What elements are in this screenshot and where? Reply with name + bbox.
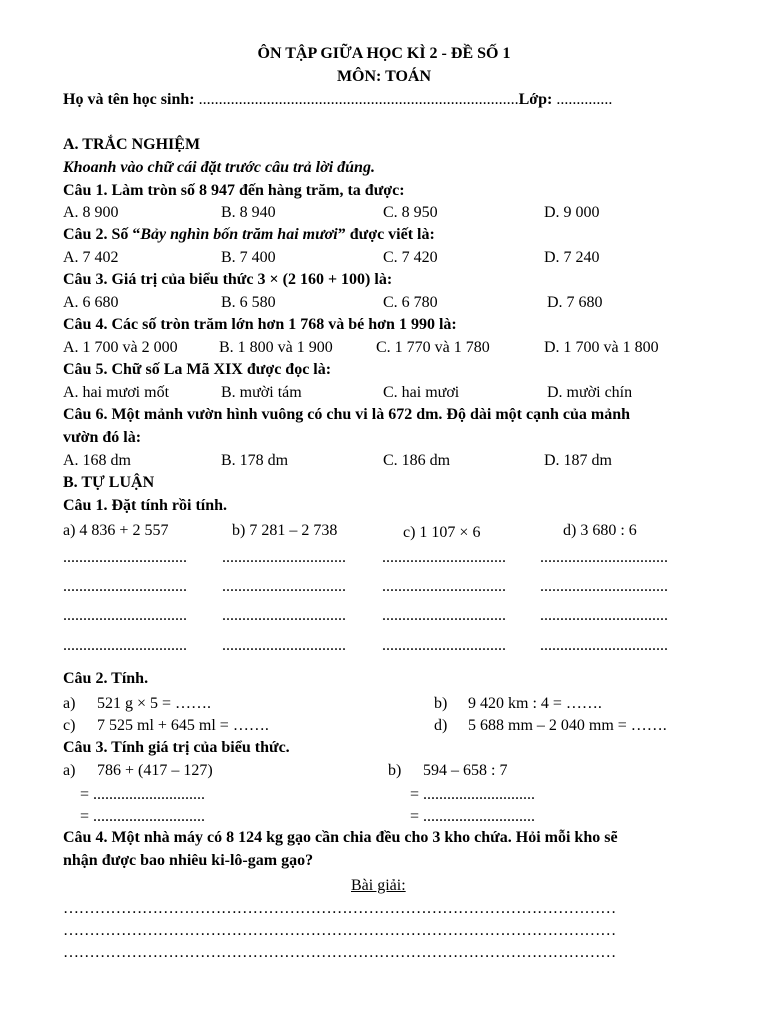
option-a1-d[interactable]: D. 9 000 — [544, 204, 600, 221]
question-a2-post: ” được viết là: — [337, 226, 435, 243]
option-a6-a[interactable]: A. 168 dm — [63, 452, 131, 469]
option-a2-d[interactable]: D. 7 240 — [544, 249, 600, 266]
work-line[interactable]: ............................... — [222, 637, 346, 654]
expr-b3-a: 786 + (417 – 127) — [97, 762, 213, 779]
option-a2-c[interactable]: C. 7 420 — [383, 249, 438, 266]
option-a3-a[interactable]: A. 6 680 — [63, 294, 119, 311]
work-line[interactable]: ................................ — [540, 607, 668, 624]
work-line[interactable]: ............................... — [222, 607, 346, 624]
option-a4-d[interactable]: D. 1 700 và 1 800 — [544, 339, 659, 356]
question-a4: Câu 4. Các số tròn trăm lớn hơn 1 768 và bé hơn 1 990 là: — [63, 316, 457, 333]
option-a2-a[interactable]: A. 7 402 — [63, 249, 119, 266]
question-b4-line1: Câu 4. Một nhà máy có 8 124 kg gạo cần chia đều cho 3 kho chứa. Hỏi mỗi kho sẽ — [63, 829, 618, 846]
answer-line[interactable]: = ............................ — [80, 786, 206, 803]
answer-line[interactable]: = ............................ — [410, 808, 536, 825]
work-line[interactable]: ................................ — [540, 637, 668, 654]
part-b-heading: B. TỰ LUẬN — [63, 474, 155, 491]
answer-line[interactable]: = ............................ — [80, 808, 206, 825]
calc-b2-b[interactable]: 9 420 km : 4 = ……. — [468, 695, 602, 712]
question-b1: Câu 1. Đặt tính rồi tính. — [63, 497, 228, 514]
subject-title: MÔN: TOÁN — [336, 68, 432, 85]
option-a6-b[interactable]: B. 178 dm — [221, 452, 289, 469]
solution-line[interactable]: …………………………………………………………………………………………… — [63, 900, 617, 917]
option-a3-d[interactable]: D. 7 680 — [547, 294, 603, 311]
calc-item-d: d) 3 680 : 6 — [563, 522, 637, 539]
calc-b2-a-label: a) — [63, 695, 76, 712]
work-line[interactable]: ............................... — [382, 637, 506, 654]
option-a3-b[interactable]: B. 6 580 — [221, 294, 276, 311]
option-a2-b[interactable]: B. 7 400 — [221, 249, 276, 266]
page-title: ÔN TẬP GIỮA HỌC KÌ 2 - ĐỀ SỐ 1 — [257, 45, 511, 62]
question-b4-line2: nhận được bao nhiêu ki-lô-gam gạo? — [63, 852, 314, 869]
option-a6-c[interactable]: C. 186 dm — [383, 452, 451, 469]
expr-b3-b-label: b) — [388, 762, 402, 779]
calc-b2-c-label: c) — [63, 717, 76, 734]
name-label: Họ và tên học sinh: — [63, 91, 195, 108]
work-line[interactable]: ............................... — [63, 607, 187, 624]
option-a4-a[interactable]: A. 1 700 và 2 000 — [63, 339, 178, 356]
part-a-instruction: Khoanh vào chữ cái đặt trước câu trả lời đúng. — [63, 159, 375, 176]
work-line[interactable]: ............................... — [382, 549, 506, 566]
answer-line[interactable]: = ............................ — [410, 786, 536, 803]
calc-item-a: a) 4 836 + 2 557 — [63, 522, 169, 539]
calc-b2-b-label: b) — [434, 695, 448, 712]
question-b3: Câu 3. Tính giá trị của biểu thức. — [63, 739, 290, 756]
option-a1-b[interactable]: B. 8 940 — [221, 204, 276, 221]
option-a4-c[interactable]: C. 1 770 và 1 780 — [376, 339, 490, 356]
question-a5: Câu 5. Chữ số La Mã XIX được đọc là: — [63, 361, 332, 378]
option-a5-b[interactable]: B. mười tám — [221, 384, 302, 401]
calc-b2-d[interactable]: 5 688 mm – 2 040 mm = ……. — [468, 717, 667, 734]
option-a4-b[interactable]: B. 1 800 và 1 900 — [219, 339, 333, 356]
option-a5-d[interactable]: D. mười chín — [547, 384, 633, 401]
option-a6-d[interactable]: D. 187 dm — [544, 452, 612, 469]
calc-b2-c[interactable]: 7 525 ml + 645 ml = ……. — [97, 717, 269, 734]
option-a1-c[interactable]: C. 8 950 — [383, 204, 438, 221]
question-b2: Câu 2. Tính. — [63, 670, 149, 687]
work-line[interactable]: ............................... — [63, 637, 187, 654]
solution-line[interactable]: …………………………………………………………………………………………… — [63, 944, 617, 961]
work-line[interactable]: ............................... — [382, 607, 506, 624]
question-a6-line1: Câu 6. Một mảnh vườn hình vuông có chu vi là 672 dm. Độ dài một cạnh của mảnh — [63, 406, 630, 423]
option-a5-a[interactable]: A. hai mươi mốt — [63, 384, 170, 401]
calc-b2-d-label: d) — [434, 717, 448, 734]
class-field[interactable]: .............. — [556, 91, 613, 108]
solution-line[interactable]: …………………………………………………………………………………………… — [63, 922, 617, 939]
option-a1-a[interactable]: A. 8 900 — [63, 204, 119, 221]
expr-b3-a-label: a) — [63, 762, 76, 779]
part-a-heading: A. TRẮC NGHIỆM — [63, 136, 201, 153]
question-a6-line2: vườn đó là: — [63, 429, 142, 446]
solution-label: Bài giải: — [351, 877, 406, 894]
work-line[interactable]: ............................... — [63, 578, 187, 595]
question-a1: Câu 1. Làm tròn số 8 947 đến hàng trăm, ta được: — [63, 182, 405, 199]
work-line[interactable]: ................................ — [540, 549, 668, 566]
expr-b3-b: 594 – 658 : 7 — [423, 762, 508, 779]
calc-item-c: c) 1 107 × 6 — [403, 524, 481, 541]
work-line[interactable]: ............................... — [222, 549, 346, 566]
work-line[interactable]: ............................... — [222, 578, 346, 595]
work-line[interactable]: ............................... — [63, 549, 187, 566]
question-a2-pre: Câu 2. Số “ — [63, 226, 141, 243]
option-a3-c[interactable]: C. 6 780 — [383, 294, 438, 311]
calc-b2-a[interactable]: 521 g × 5 = ……. — [97, 695, 212, 712]
question-a2 — [63, 225, 435, 245]
work-line[interactable]: ............................... — [382, 578, 506, 595]
question-a3: Câu 3. Giá trị của biểu thức 3 × (2 160 + 100) là: — [63, 271, 393, 288]
work-line[interactable]: ................................ — [540, 578, 668, 595]
class-label: Lớp: — [518, 91, 553, 108]
calc-item-b: b) 7 281 – 2 738 — [232, 522, 338, 539]
option-a5-c[interactable]: C. hai mươi — [383, 384, 460, 401]
name-field[interactable]: ................................................................................ — [198, 91, 519, 108]
student-info-line — [63, 90, 612, 110]
question-a2-quote: Bảy nghìn bốn trăm hai mươi — [140, 226, 338, 243]
